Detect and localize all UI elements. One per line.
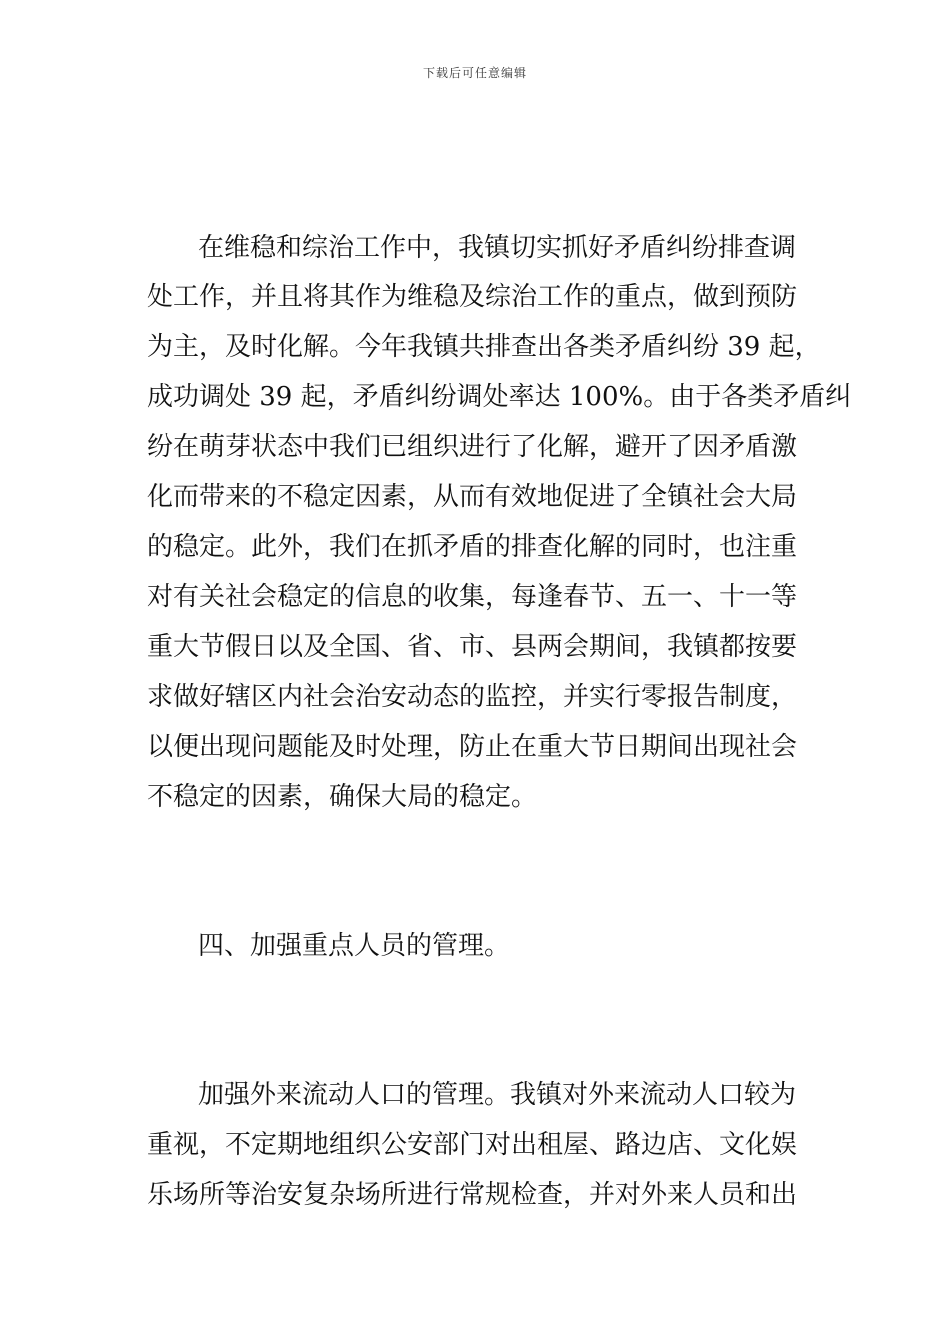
paragraph-line: 不稳定的因素，确保大局的稳定。 [147,782,538,812]
paragraph-line: 重视，不定期地组织公安部门对出租屋、路边店、文化娱 [147,1130,798,1160]
paragraph-line: 纷在萌芽状态中我们已组织进行了化解，避开了因矛盾激 [147,432,798,462]
paragraph-line: 在维稳和综治工作中，我镇切实抓好矛盾纠纷排查调 [198,233,797,263]
page-header-note: 下载后可任意编辑 [422,66,527,80]
paragraph-line: 对有关社会稳定的信息的收集，每逢春节、五一、十一等 [147,582,798,612]
paragraph-line: 乐场所等治安复杂场所进行常规检查，并对外来人员和出 [147,1180,798,1210]
paragraph-line: 重大节假日以及全国、省、市、县两会期间，我镇都按要 [147,632,798,662]
paragraph-line: 以便出现问题能及时处理，防止在重大节日期间出现社会 [147,732,798,762]
paragraph-line: 的稳定。此外，我们在抓矛盾的排查化解的同时，也注重 [147,532,798,562]
paragraph-line: 成功调处 39 起，矛盾纠纷调处率达 100%。由于各类矛盾纠 [147,382,852,412]
paragraph-line: 为主，及时化解。今年我镇共排查出各类矛盾纠纷 39 起， [147,332,821,362]
paragraph-line: 加强外来流动人口的管理。我镇对外来流动人口较为 [198,1080,797,1110]
paragraph-line: 处工作，并且将其作为维稳及综治工作的重点，做到预防 [147,282,798,312]
paragraph-line: 化而带来的不稳定因素，从而有效地促进了全镇社会大局 [147,482,798,512]
paragraph-line: 求做好辖区内社会治安动态的监控，并实行零报告制度， [147,682,798,712]
section-heading-text: 四、加强重点人员的管理。 [198,931,511,961]
